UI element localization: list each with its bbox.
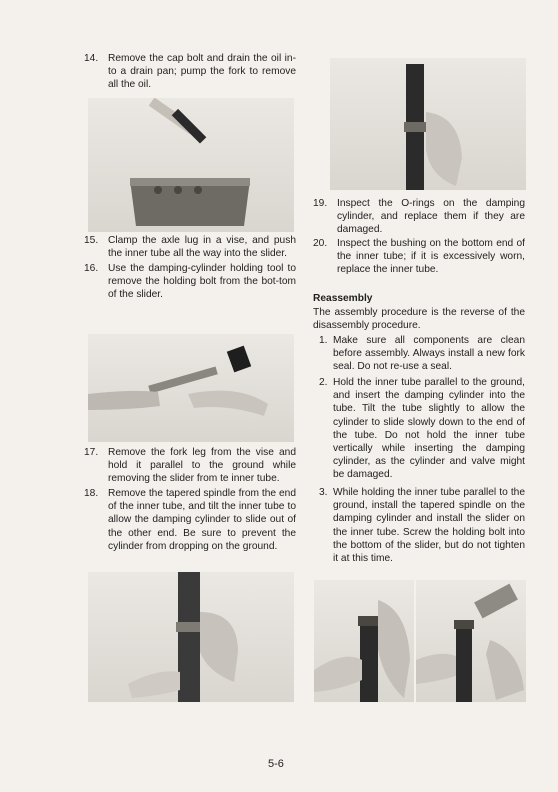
step-number: 16. bbox=[84, 263, 99, 274]
reassembly-item-1 bbox=[319, 334, 525, 374]
item-number: 2. bbox=[319, 377, 328, 388]
reassembly-heading: Reassembly bbox=[313, 293, 373, 304]
photo-fork-leg bbox=[88, 572, 294, 702]
step-19 bbox=[313, 197, 525, 237]
reassembly-item-2 bbox=[319, 376, 525, 482]
page-number: 5-6 bbox=[268, 758, 284, 770]
item-text: Hold the inner tube parallel to the ground, and insert the damping cylinder into the tube. Tilt the tube slightly to allow the cylinder to slide slowly down to the end of the tube. Do not hold the inner tube vertically while inserting the damping cylinder, as the cylinder and valve might be damaged. bbox=[333, 377, 525, 481]
step-text: Inspect the O-rings on the damping cylinder, and replace them if they are damaged. bbox=[337, 198, 525, 236]
reassembly-item-3 bbox=[319, 486, 525, 565]
step-text: Remove the tapered spindle from the end of the inner tube, and tilt the inner tube to allow the damping cylinder to slide out of the other end. Be sure to prevent the cylinder from dropping on the ground. bbox=[108, 488, 296, 552]
step-text: Use the damping-cylinder holding tool to remove the holding bolt from the bot-tom of the slider. bbox=[108, 263, 296, 301]
photo-install-spindle bbox=[314, 580, 414, 702]
item-number: 3. bbox=[319, 487, 328, 498]
step-14 bbox=[84, 52, 296, 92]
step-number: 15. bbox=[84, 235, 99, 246]
reassembly-intro: The assembly procedure is the reverse of the disassembly procedure. bbox=[313, 307, 525, 332]
step-17 bbox=[84, 446, 296, 486]
step-number: 14. bbox=[84, 53, 99, 64]
step-text: Remove the fork leg from the vise and hold it parallel to the ground while removing the slider from te inner tube. bbox=[108, 447, 296, 485]
step-text: Remove the cap bolt and drain the oil in-to a drain pan; pump the fork to remove all the oil. bbox=[108, 53, 296, 91]
step-18 bbox=[84, 487, 296, 553]
item-number: 1. bbox=[319, 335, 328, 346]
step-number: 20. bbox=[313, 238, 328, 249]
step-text: Clamp the axle lug in a vise, and push the inner tube all the way into the slider. bbox=[108, 235, 296, 260]
step-number: 17. bbox=[84, 447, 99, 458]
step-16 bbox=[84, 262, 296, 302]
item-text: While holding the inner tube parallel to the ground, install the tapered spindle on the damping cylinder and install the slider on the inner tube. Screw the holding bolt into the bottom of the slider, but do not tighten it at this time. bbox=[333, 487, 525, 565]
step-15 bbox=[84, 234, 296, 260]
photo-drain-pan bbox=[88, 98, 294, 232]
step-number: 19. bbox=[313, 198, 328, 209]
step-number: 18. bbox=[84, 488, 99, 499]
photo-install-slider bbox=[416, 580, 526, 702]
photo-damping-cylinder bbox=[330, 58, 526, 190]
step-20 bbox=[313, 237, 525, 277]
item-text: Make sure all components are clean before assembly. Always install a new fork seal. Do not re-use a seal. bbox=[333, 335, 525, 373]
step-text: Inspect the bushing on the bottom end of the inner tube; if it is excessively worn, replace the inner tube. bbox=[337, 238, 525, 276]
photo-holding-tool bbox=[88, 334, 294, 442]
